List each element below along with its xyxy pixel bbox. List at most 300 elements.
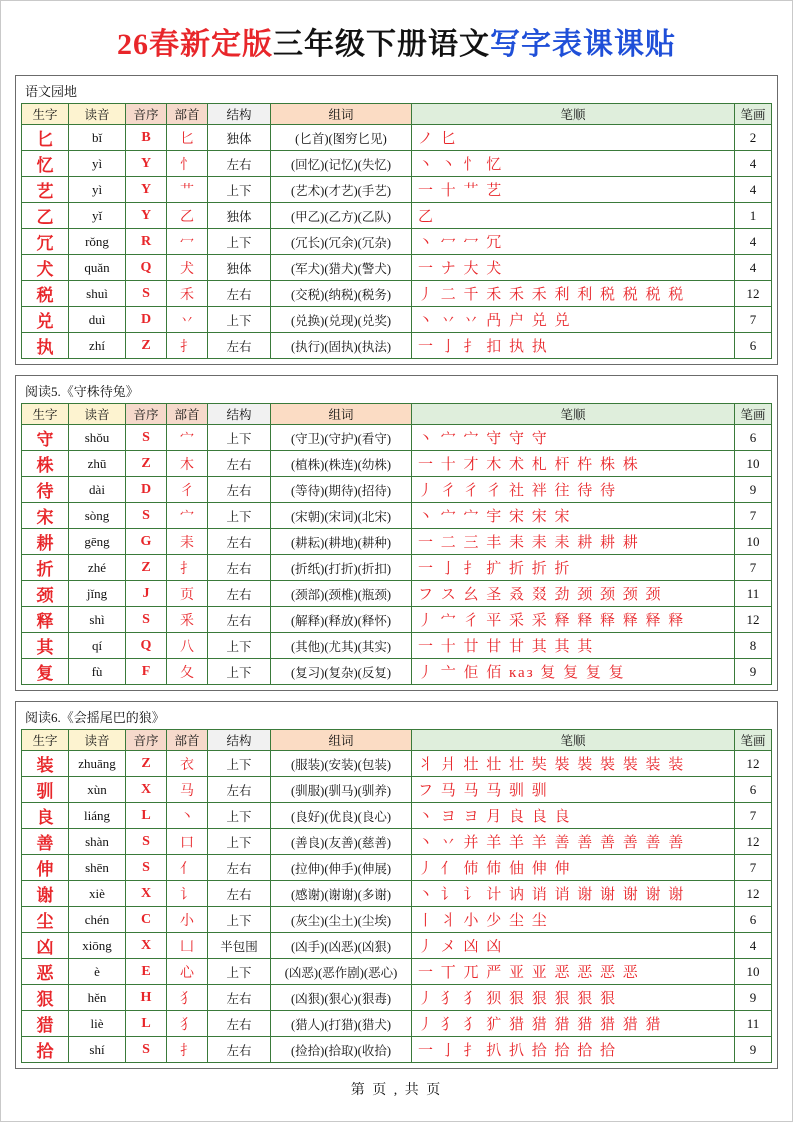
cell-pinyin: sòng [69, 503, 126, 529]
cell-initial: Z [126, 751, 167, 777]
cell-initial: C [126, 907, 167, 933]
cell-structure: 上下 [208, 633, 271, 659]
cell-character: 乙 [22, 203, 69, 229]
cell-pinyin: quǎn [69, 255, 126, 281]
table-row [22, 633, 772, 659]
cell-strokecount: 12 [735, 751, 772, 777]
cell-pinyin: shì [69, 607, 126, 633]
cell-initial: G [126, 529, 167, 555]
table-row [22, 255, 772, 281]
table-row [22, 803, 772, 829]
col-header-structure: 结构 [208, 104, 271, 125]
cell-character: 冗 [22, 229, 69, 255]
cell-strokecount: 7 [735, 503, 772, 529]
cell-character: 忆 [22, 151, 69, 177]
cell-radical: 犭 [167, 985, 208, 1011]
section-heading: 阅读5.《守株待兔》 [25, 384, 139, 399]
cell-structure: 左右 [208, 855, 271, 881]
character-table [21, 729, 772, 1063]
cell-character: 良 [22, 803, 69, 829]
cell-strokecount: 2 [735, 125, 772, 151]
cell-pinyin: xùn [69, 777, 126, 803]
cell-words: (折纸)(打折)(折扣) [271, 555, 412, 581]
cell-character: 折 [22, 555, 69, 581]
cell-words: (捡拾)(拾取)(收拾) [271, 1037, 412, 1063]
cell-strokeorder: 丶 讠 讠 计 讷 诮 诮 谢 谢 谢 谢 谢 [412, 881, 735, 907]
cell-strokecount: 6 [735, 907, 772, 933]
cell-words: (兑换)(兑现)(兑奖) [271, 307, 412, 333]
col-header-initial: 音序 [126, 730, 167, 751]
cell-structure: 左右 [208, 477, 271, 503]
cell-pinyin: yì [69, 177, 126, 203]
cell-character: 拾 [22, 1037, 69, 1063]
cell-character: 善 [22, 829, 69, 855]
section-lesson5 [15, 375, 778, 691]
table-row [22, 985, 772, 1011]
col-header-radical: 部首 [167, 730, 208, 751]
col-header-character: 生字 [22, 404, 69, 425]
cell-strokeorder: 乙 [412, 203, 735, 229]
cell-strokecount: 12 [735, 281, 772, 307]
col-header-initial: 音序 [126, 404, 167, 425]
cell-initial: Y [126, 203, 167, 229]
cell-pinyin: shēn [69, 855, 126, 881]
cell-radical: 犭 [167, 1011, 208, 1037]
table-row [22, 503, 772, 529]
cell-words: (凶手)(凶恶)(凶狠) [271, 933, 412, 959]
table-row [22, 151, 772, 177]
cell-strokecount: 10 [735, 959, 772, 985]
cell-strokeorder: 丿 犭 犭 狈 狠 狠 狠 狠 狠 [412, 985, 735, 1011]
cell-pinyin: fù [69, 659, 126, 685]
cell-radical: 艹 [167, 177, 208, 203]
cell-pinyin: hěn [69, 985, 126, 1011]
cell-initial: Y [126, 151, 167, 177]
col-header-words: 组词 [271, 730, 412, 751]
table-row [22, 1037, 772, 1063]
cell-character: 伸 [22, 855, 69, 881]
cell-pinyin: zhí [69, 333, 126, 359]
section-lesson6 [15, 701, 778, 1069]
cell-initial: X [126, 933, 167, 959]
col-header-pinyin: 读音 [69, 104, 126, 125]
cell-words: (守卫)(守护)(看守) [271, 425, 412, 451]
cell-strokeorder: 丿 彳 彳 彳 社 袢 往 待 待 [412, 477, 735, 503]
cell-character: 株 [22, 451, 69, 477]
cell-words: (灰尘)(尘土)(尘埃) [271, 907, 412, 933]
cell-character: 税 [22, 281, 69, 307]
cell-strokeorder: 丬 爿 壮 壮 壮 奘 裝 裝 裝 裝 装 装 [412, 751, 735, 777]
cell-pinyin: qí [69, 633, 126, 659]
cell-words: (拉伸)(伸手)(伸展) [271, 855, 412, 881]
cell-strokeorder: 丶 丶 忄 忆 [412, 151, 735, 177]
cell-words: (凶恶)(恶作剧)(恶心) [271, 959, 412, 985]
cell-initial: S [126, 1037, 167, 1063]
table-row [22, 477, 772, 503]
cell-strokecount: 10 [735, 451, 772, 477]
cell-initial: X [126, 777, 167, 803]
cell-words: (解释)(释放)(释怀) [271, 607, 412, 633]
cell-structure: 上下 [208, 907, 271, 933]
cell-pinyin: chén [69, 907, 126, 933]
cell-strokecount: 9 [735, 1037, 772, 1063]
cell-initial: Y [126, 177, 167, 203]
cell-strokecount: 8 [735, 633, 772, 659]
cell-pinyin: shuì [69, 281, 126, 307]
cell-radical: 釆 [167, 607, 208, 633]
col-header-initial: 音序 [126, 104, 167, 125]
cell-pinyin: duì [69, 307, 126, 333]
cell-initial: Z [126, 555, 167, 581]
table-row [22, 425, 772, 451]
cell-radical: 丷 [167, 307, 208, 333]
cell-words: (复习)(复杂)(反复) [271, 659, 412, 685]
cell-strokeorder: 丶 丷 丷 冎 户 兑 兑 [412, 307, 735, 333]
cell-radical: 宀 [167, 425, 208, 451]
cell-pinyin: zhé [69, 555, 126, 581]
cell-initial: Z [126, 451, 167, 477]
cell-words: (交税)(纳税)(税务) [271, 281, 412, 307]
cell-character: 释 [22, 607, 69, 633]
title-part-blue: 写字表课课贴 [490, 28, 676, 61]
table-row [22, 281, 772, 307]
table-row [22, 933, 772, 959]
cell-words: (执行)(固执)(执法) [271, 333, 412, 359]
col-header-strokeorder: 笔顺 [412, 104, 735, 125]
col-header-character: 生字 [22, 104, 69, 125]
cell-strokecount: 4 [735, 255, 772, 281]
cell-structure: 上下 [208, 803, 271, 829]
col-header-strokecount: 笔画 [735, 104, 772, 125]
cell-initial: D [126, 307, 167, 333]
cell-initial: Q [126, 633, 167, 659]
cell-words: (甲乙)(乙方)(乙队) [271, 203, 412, 229]
cell-pinyin: shàn [69, 829, 126, 855]
cell-structure: 左右 [208, 333, 271, 359]
cell-strokeorder: 丿 メ 凶 凶 [412, 933, 735, 959]
col-header-character: 生字 [22, 730, 69, 751]
cell-structure: 上下 [208, 307, 271, 333]
cell-radical: 宀 [167, 503, 208, 529]
table-row [22, 125, 772, 151]
table-row [22, 333, 772, 359]
cell-structure: 独体 [208, 125, 271, 151]
cell-strokecount: 9 [735, 985, 772, 1011]
cell-structure: 左右 [208, 581, 271, 607]
cell-structure: 左右 [208, 985, 271, 1011]
col-header-strokeorder: 笔顺 [412, 730, 735, 751]
table-header-row [22, 730, 772, 751]
cell-strokecount: 1 [735, 203, 772, 229]
cell-radical: 夂 [167, 659, 208, 685]
cell-strokecount: 7 [735, 555, 772, 581]
cell-strokeorder: フ 马 马 马 驯 驯 [412, 777, 735, 803]
cell-character: 执 [22, 333, 69, 359]
cell-pinyin: bǐ [69, 125, 126, 151]
cell-structure: 上下 [208, 425, 271, 451]
cell-structure: 左右 [208, 777, 271, 803]
cell-structure: 上下 [208, 503, 271, 529]
cell-structure: 左右 [208, 281, 271, 307]
title-part-black: 三年级下册语文 [273, 28, 490, 61]
cell-initial: Q [126, 255, 167, 281]
cell-initial: E [126, 959, 167, 985]
col-header-strokeorder: 笔顺 [412, 404, 735, 425]
cell-initial: F [126, 659, 167, 685]
cell-words: (服装)(安装)(包装) [271, 751, 412, 777]
cell-character: 待 [22, 477, 69, 503]
cell-pinyin: liáng [69, 803, 126, 829]
cell-structure: 左右 [208, 151, 271, 177]
cell-character: 复 [22, 659, 69, 685]
cell-strokeorder: 丶 丷 并 羊 羊 羊 善 善 善 善 善 善 [412, 829, 735, 855]
cell-character: 装 [22, 751, 69, 777]
cell-radical: 马 [167, 777, 208, 803]
cell-character: 守 [22, 425, 69, 451]
cell-pinyin: yì [69, 151, 126, 177]
cell-radical: 扌 [167, 1037, 208, 1063]
cell-initial: S [126, 855, 167, 881]
cell-initial: L [126, 803, 167, 829]
cell-strokecount: 7 [735, 855, 772, 881]
cell-strokecount: 4 [735, 933, 772, 959]
cell-initial: Z [126, 333, 167, 359]
cell-initial: S [126, 425, 167, 451]
cell-initial: S [126, 503, 167, 529]
table-row [22, 881, 772, 907]
cell-pinyin: liè [69, 1011, 126, 1037]
cell-radical: 彳 [167, 477, 208, 503]
col-header-words: 组词 [271, 104, 412, 125]
cell-radical: 凵 [167, 933, 208, 959]
cell-structure: 左右 [208, 1037, 271, 1063]
cell-strokeorder: 丶 宀 宀 守 守 守 [412, 425, 735, 451]
col-header-strokecount: 笔画 [735, 404, 772, 425]
cell-structure: 左右 [208, 529, 271, 555]
cell-strokeorder: 丿 亻 伂 伂 伷 伸 伸 [412, 855, 735, 881]
cell-strokeorder: 丿 亠 佢 佰 каз 复 复 复 复 [412, 659, 735, 685]
character-table [21, 103, 772, 359]
cell-strokeorder: 一 亅 扌 扣 执 执 [412, 333, 735, 359]
cell-pinyin: rǒng [69, 229, 126, 255]
cell-words: (宋朝)(宋词)(北宋) [271, 503, 412, 529]
cell-pinyin: zhū [69, 451, 126, 477]
cell-strokecount: 9 [735, 477, 772, 503]
cell-structure: 上下 [208, 959, 271, 985]
cell-words: (冗长)(冗余)(冗杂) [271, 229, 412, 255]
cell-strokeorder: 一 二 三 丰 耒 耒 耒 耕 耕 耕 [412, 529, 735, 555]
cell-strokecount: 6 [735, 333, 772, 359]
character-table [21, 403, 772, 685]
col-header-pinyin: 读音 [69, 404, 126, 425]
cell-strokecount: 4 [735, 151, 772, 177]
cell-character: 凶 [22, 933, 69, 959]
cell-pinyin: jǐng [69, 581, 126, 607]
cell-words: (植株)(株连)(幼株) [271, 451, 412, 477]
cell-words: (凶狠)(狠心)(狠毒) [271, 985, 412, 1011]
col-header-pinyin: 读音 [69, 730, 126, 751]
cell-strokeorder: 丿 宀 彳 平 采 采 释 释 释 释 释 释 [412, 607, 735, 633]
cell-initial: S [126, 607, 167, 633]
table-header-row [22, 104, 772, 125]
cell-strokecount: 10 [735, 529, 772, 555]
cell-radical: 页 [167, 581, 208, 607]
cell-pinyin: gēng [69, 529, 126, 555]
cell-strokecount: 12 [735, 829, 772, 855]
page-footer: 第 页 , 共 页 [350, 1083, 443, 1098]
cell-strokecount: 12 [735, 607, 772, 633]
table-row [22, 529, 772, 555]
cell-radical: 忄 [167, 151, 208, 177]
col-header-radical: 部首 [167, 404, 208, 425]
cell-structure: 独体 [208, 203, 271, 229]
table-row [22, 451, 772, 477]
cell-strokecount: 11 [735, 581, 772, 607]
cell-strokeorder: 丨 丬 小 少 尘 尘 [412, 907, 735, 933]
section-yuwenyuandi [15, 75, 778, 365]
cell-character: 颈 [22, 581, 69, 607]
cell-structure: 上下 [208, 829, 271, 855]
cell-strokeorder: 丿 二 千 禾 禾 禾 利 利 税 税 税 税 [412, 281, 735, 307]
cell-pinyin: shí [69, 1037, 126, 1063]
table-row [22, 907, 772, 933]
cell-words: (回忆)(记忆)(失忆) [271, 151, 412, 177]
col-header-structure: 结构 [208, 730, 271, 751]
cell-strokeorder: 一 ナ 大 犬 [412, 255, 735, 281]
table-row [22, 959, 772, 985]
cell-words: (善良)(友善)(慈善) [271, 829, 412, 855]
cell-radical: 八 [167, 633, 208, 659]
cell-strokecount: 12 [735, 881, 772, 907]
table-row [22, 659, 772, 685]
table-row [22, 555, 772, 581]
cell-initial: B [126, 125, 167, 151]
table-header-row [22, 404, 772, 425]
cell-strokeorder: 一 亅 扌 扒 扒 拾 拾 拾 拾 [412, 1037, 735, 1063]
cell-character: 驯 [22, 777, 69, 803]
cell-words: (驯服)(驯马)(驯养) [271, 777, 412, 803]
cell-strokecount: 9 [735, 659, 772, 685]
cell-character: 犬 [22, 255, 69, 281]
cell-strokeorder: 丶 宀 宀 宇 宋 宋 宋 [412, 503, 735, 529]
cell-character: 宋 [22, 503, 69, 529]
cell-strokeorder: 一 十 艹 艺 [412, 177, 735, 203]
cell-character: 兑 [22, 307, 69, 333]
cell-pinyin: yǐ [69, 203, 126, 229]
table-row [22, 1011, 772, 1037]
section-heading: 阅读6.《会摇尾巴的狼》 [25, 710, 165, 725]
col-header-structure: 结构 [208, 404, 271, 425]
cell-words: (耕耘)(耕地)(耕种) [271, 529, 412, 555]
cell-structure: 独体 [208, 255, 271, 281]
cell-initial: D [126, 477, 167, 503]
table-row [22, 229, 772, 255]
cell-character: 猎 [22, 1011, 69, 1037]
cell-structure: 左右 [208, 881, 271, 907]
cell-pinyin: shǒu [69, 425, 126, 451]
cell-structure: 左右 [208, 1011, 271, 1037]
cell-radical: 衣 [167, 751, 208, 777]
cell-radical: 口 [167, 829, 208, 855]
section-heading: 语文园地 [25, 84, 78, 99]
cell-strokeorder: 一 十 才 木 术 札 杆 杵 株 株 [412, 451, 735, 477]
cell-radical: 丶 [167, 803, 208, 829]
table-row [22, 307, 772, 333]
table-row [22, 777, 772, 803]
cell-strokecount: 6 [735, 425, 772, 451]
cell-strokeorder: ノ 匕 [412, 125, 735, 151]
cell-radical: 小 [167, 907, 208, 933]
cell-strokecount: 6 [735, 777, 772, 803]
cell-strokeorder: 丶 冖 冖 冗 [412, 229, 735, 255]
cell-radical: 冖 [167, 229, 208, 255]
col-header-words: 组词 [271, 404, 412, 425]
cell-initial: R [126, 229, 167, 255]
table-row [22, 607, 772, 633]
title-part-red: 26春新定版 [117, 28, 273, 61]
cell-structure: 左右 [208, 451, 271, 477]
page-title [15, 19, 778, 63]
cell-character: 匕 [22, 125, 69, 151]
cell-strokecount: 11 [735, 1011, 772, 1037]
cell-strokeorder: 一 十 廿 甘 甘 其 其 其 [412, 633, 735, 659]
cell-strokeorder: フ ス 幺 圣 叒 叕 劲 颈 颈 颈 颈 [412, 581, 735, 607]
cell-strokecount: 4 [735, 229, 772, 255]
cell-radical: 亻 [167, 855, 208, 881]
cell-initial: S [126, 281, 167, 307]
cell-radical: 犬 [167, 255, 208, 281]
cell-structure: 左右 [208, 555, 271, 581]
cell-words: (感谢)(谢谢)(多谢) [271, 881, 412, 907]
table-row [22, 829, 772, 855]
cell-structure: 上下 [208, 751, 271, 777]
cell-structure: 上下 [208, 659, 271, 685]
table-row [22, 581, 772, 607]
cell-strokeorder: 一 亅 扌 扩 折 折 折 [412, 555, 735, 581]
cell-pinyin: xiōng [69, 933, 126, 959]
cell-strokecount: 4 [735, 177, 772, 203]
cell-initial: X [126, 881, 167, 907]
col-header-radical: 部首 [167, 104, 208, 125]
cell-strokecount: 7 [735, 307, 772, 333]
cell-strokeorder: 丶 ヨ ヨ 月 良 良 良 [412, 803, 735, 829]
cell-structure: 上下 [208, 177, 271, 203]
cell-character: 其 [22, 633, 69, 659]
table-row [22, 855, 772, 881]
cell-words: (军犬)(猎犬)(警犬) [271, 255, 412, 281]
cell-character: 艺 [22, 177, 69, 203]
cell-words: (良好)(优良)(良心) [271, 803, 412, 829]
cell-strokeorder: 丿 犭 犭 犷 猎 猎 猎 猎 猎 猎 猎 [412, 1011, 735, 1037]
cell-radical: 扌 [167, 555, 208, 581]
col-header-strokecount: 笔画 [735, 730, 772, 751]
cell-words: (艺术)(才艺)(手艺) [271, 177, 412, 203]
cell-pinyin: è [69, 959, 126, 985]
cell-radical: 禾 [167, 281, 208, 307]
cell-radical: 匕 [167, 125, 208, 151]
cell-character: 恶 [22, 959, 69, 985]
cell-words: (等待)(期待)(招待) [271, 477, 412, 503]
table-row [22, 203, 772, 229]
cell-words: (匕首)(图穷匕见) [271, 125, 412, 151]
cell-radical: 耒 [167, 529, 208, 555]
cell-pinyin: zhuāng [69, 751, 126, 777]
cell-pinyin: dài [69, 477, 126, 503]
cell-character: 谢 [22, 881, 69, 907]
cell-strokecount: 7 [735, 803, 772, 829]
cell-radical: 讠 [167, 881, 208, 907]
cell-radical: 扌 [167, 333, 208, 359]
